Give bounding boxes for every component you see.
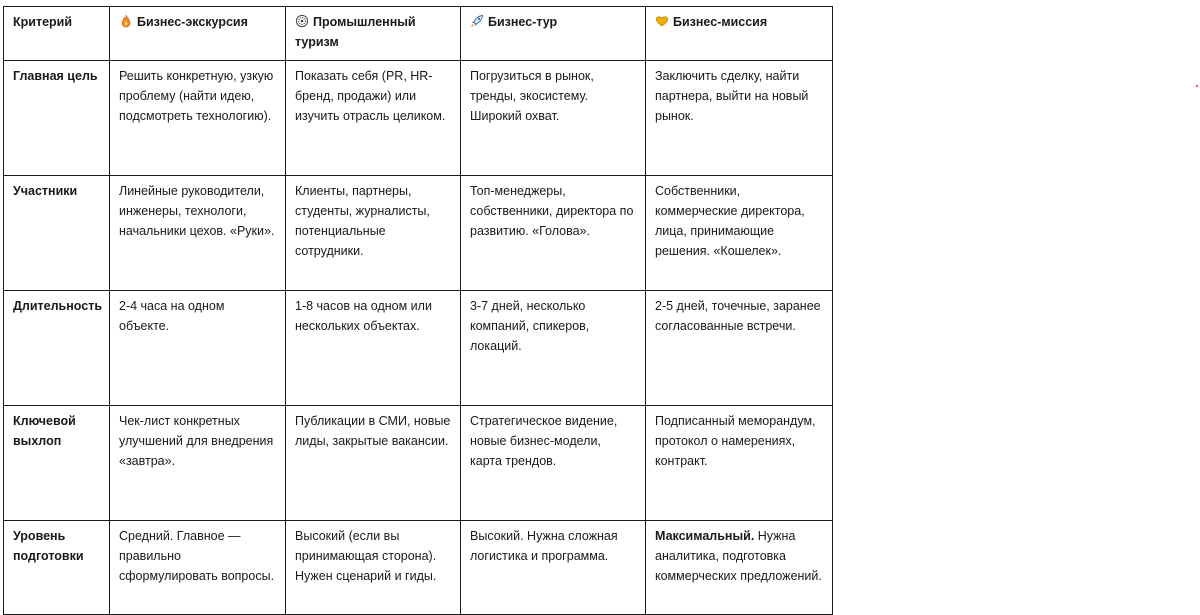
table-cell: Средний. Главное — правильно сформулировать вопросы.	[110, 521, 286, 615]
table-cell: Высокий (если вы принимающая сторона). Нужен сценарий и гиды.	[286, 521, 461, 615]
header-industrial-tourism: Промышленный туризм	[286, 7, 461, 61]
heart-icon	[655, 14, 669, 28]
table-row	[4, 291, 833, 406]
rocket-icon	[470, 14, 484, 28]
criterion-cell: Уровень подготовки	[4, 521, 110, 615]
cell-text: Нужна аналитика, подготовка коммерческих предложений.	[655, 529, 822, 583]
criterion-cell: Длительность	[4, 291, 110, 406]
table-cell: Клиенты, партнеры, студенты, журналисты, потенциальные сотрудники.	[286, 176, 461, 291]
table-cell: Стратегическое видение, новые бизнес-модели, карта трендов.	[461, 406, 646, 521]
criterion-cell: Главная цель	[4, 61, 110, 176]
table-cell: Линейные руководители, инженеры, технологи, начальники цехов. «Руки».	[110, 176, 286, 291]
table-cell: 2-5 дней, точечные, заранее согласованные встречи.	[646, 291, 833, 406]
table-row	[4, 176, 833, 291]
table-cell: 3-7 дней, несколько компаний, спикеров, локаций.	[461, 291, 646, 406]
table-cell: Заключить сделку, найти партнера, выйти на новый рынок.	[646, 61, 833, 176]
stray-dot	[1196, 85, 1198, 87]
table-cell: 1-8 часов на одном или нескольких объектах.	[286, 291, 461, 406]
table-cell: 2-4 часа на одном объекте.	[110, 291, 286, 406]
emphasis-text: Максимальный.	[655, 529, 755, 543]
table-row	[4, 521, 833, 615]
header-business-excursion: Бизнес-экскурсия	[110, 7, 286, 61]
header-criterion: Критерий	[4, 7, 110, 61]
table-cell: Публикации в СМИ, новые лиды, закрытые вакансии.	[286, 406, 461, 521]
header-row	[4, 7, 833, 61]
table-cell: Решить конкретную, узкую проблему (найти идею, подсмотреть технологию).	[110, 61, 286, 176]
criterion-cell: Ключевой выхлоп	[4, 406, 110, 521]
comparison-table	[3, 6, 833, 615]
criterion-cell: Участники	[4, 176, 110, 291]
table-row	[4, 406, 833, 521]
fire-icon	[119, 14, 133, 28]
table-cell: Высокий. Нужна сложная логистика и программа.	[461, 521, 646, 615]
table-cell: Подписанный меморандум, протокол о намерениях, контракт.	[646, 406, 833, 521]
header-business-mission: Бизнес-миссия	[646, 7, 833, 61]
header-business-tour: Бизнес-тур	[461, 7, 646, 61]
table-cell: Собственники, коммерческие директора, лица, принимающие решения. «Кошелек».	[646, 176, 833, 291]
gear-icon	[295, 14, 309, 28]
table-cell	[646, 521, 833, 615]
table-cell: Погрузиться в рынок, тренды, экосистему. Широкий охват.	[461, 61, 646, 176]
table-row	[4, 61, 833, 176]
table-cell: Показать себя (PR, HR-бренд, продажи) или изучить отрасль целиком.	[286, 61, 461, 176]
table-cell: Чек-лист конкретных улучшений для внедрения «завтра».	[110, 406, 286, 521]
table-cell: Топ-менеджеры, собственники, директора по развитию. «Голова».	[461, 176, 646, 291]
